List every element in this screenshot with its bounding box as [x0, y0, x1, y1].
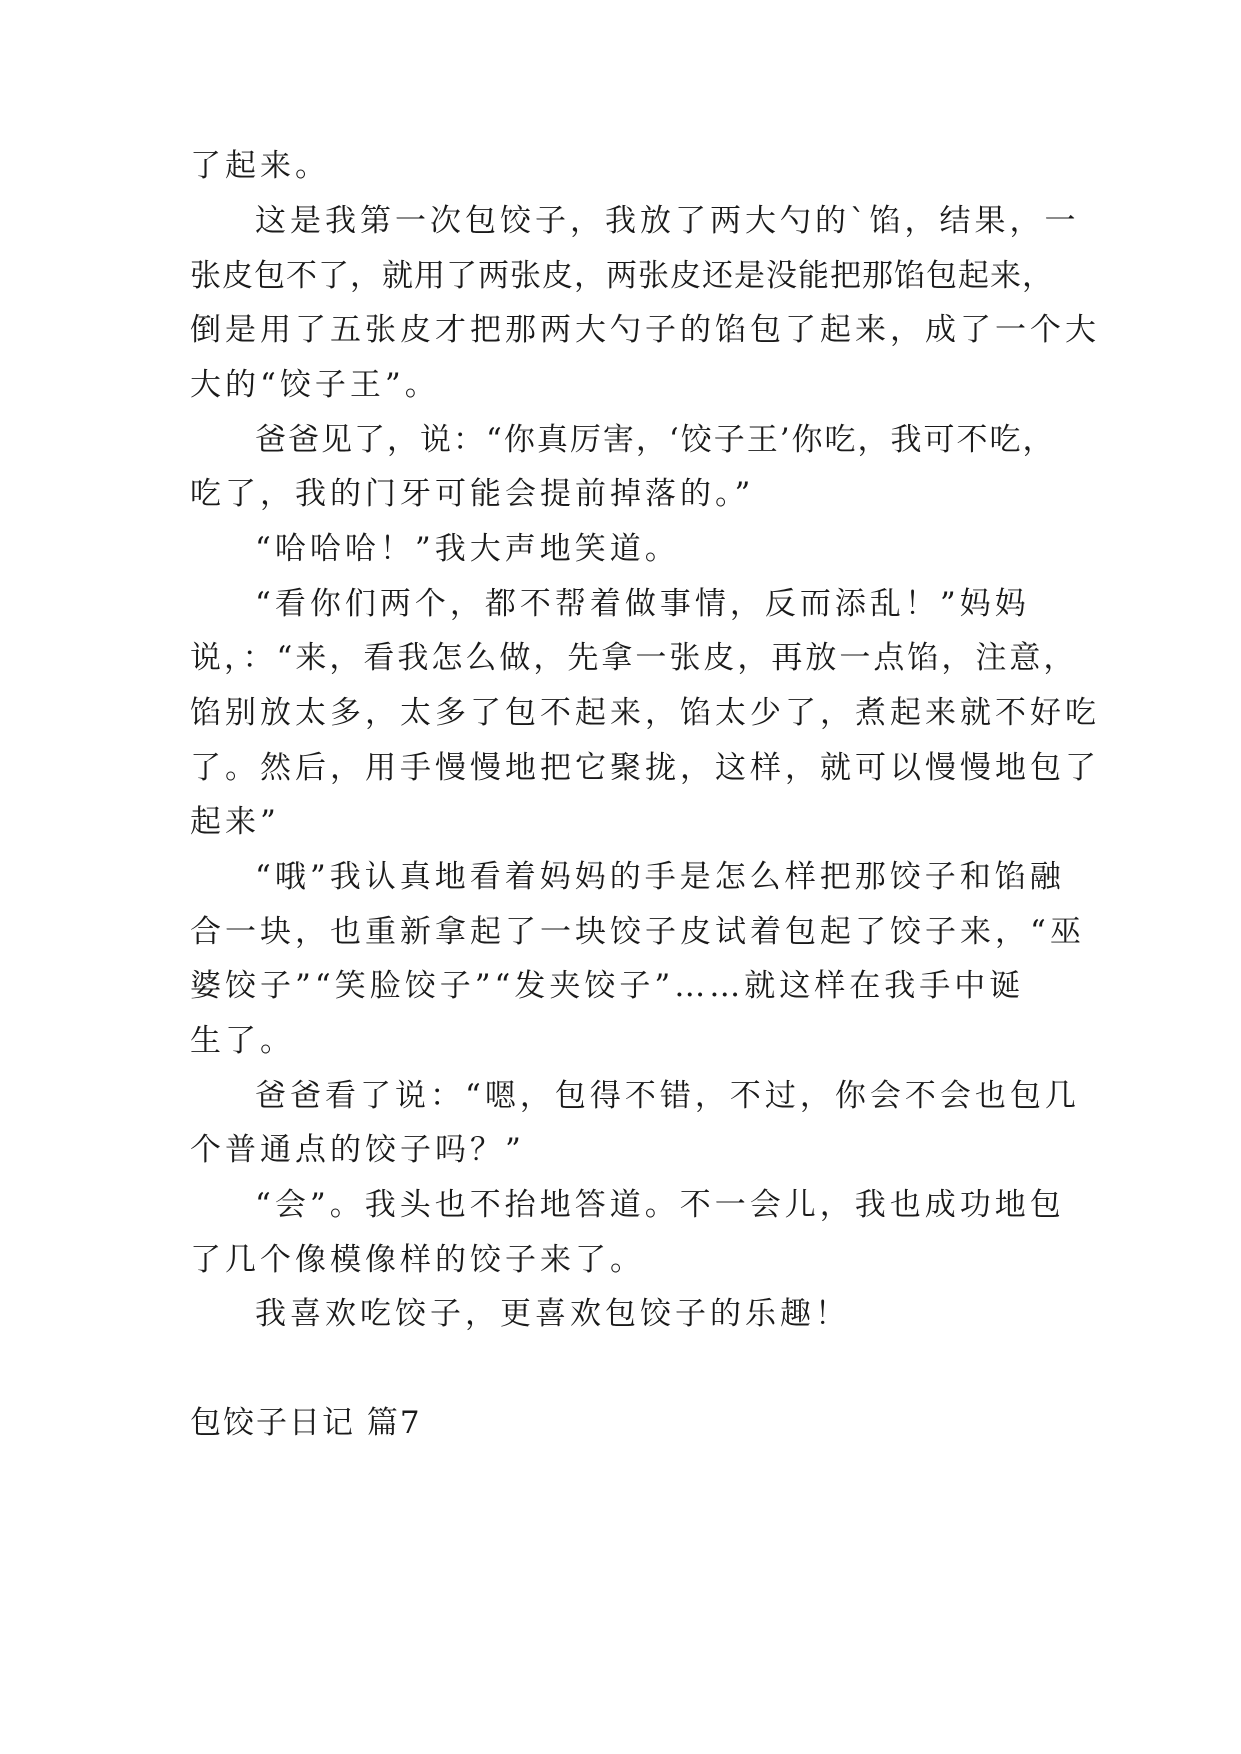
text-line: 合一块，也重新拿起了一块饺子皮试着包起了饺子来，“巫: [190, 914, 1085, 950]
text-line: 我喜欢吃饺子，更喜欢包饺子的乐趣！: [255, 1296, 850, 1332]
text-line: 了几个像模像样的饺子来了。: [190, 1242, 645, 1278]
text-line: “哈哈哈！”我大声地笑道。: [255, 531, 680, 567]
text-line: 大的“饺子王”。: [190, 367, 440, 403]
text-line: 爸爸看了说：“嗯，包得不错，不过，你会不会也包几: [255, 1078, 1080, 1114]
next-section-heading: 包饺子日记 篇7: [190, 1405, 422, 1441]
text-line: 了。然后，用手慢慢地把它聚拢，这样，就可以慢慢地包了: [190, 750, 1100, 786]
text-line: 个普通点的饺子吗？”: [190, 1132, 525, 1168]
text-line: “哦”我认真地看着妈妈的手是怎么样把那饺子和馅融: [255, 859, 1065, 895]
text-line: 馅别放太多，太多了包不起来，馅太少了，煮起来就不好吃: [190, 695, 1100, 731]
text-line: 说，：“来，看我怎么做，先拿一张皮，再放一点馅，注意，: [190, 640, 1078, 676]
text-line: “看你们两个，都不帮着做事情，反而添乱！”妈妈: [255, 586, 1030, 622]
text-line: 吃了，我的门牙可能会提前掉落的。”: [190, 476, 755, 512]
text-line: 生了。: [190, 1023, 295, 1059]
text-line: 起来”: [190, 804, 280, 840]
text-line: 爸爸见了，说：“你真厉害，‘饺子王’你吃，我可不吃，: [255, 422, 1056, 458]
text-line: 这是我第一次包饺子，我放了两大勺的`馅，结果，一: [255, 203, 1080, 239]
text-line: 婆饺子”“笑脸饺子”“发夹饺子”……就这样在我手中诞: [190, 968, 1025, 1004]
text-line: 倒是用了五张皮才把那两大勺子的馅包了起来，成了一个大: [190, 312, 1100, 348]
text-line: 张皮包不了，就用了两张皮，两张皮还是没能把那馅包起来，: [190, 258, 1054, 294]
text-line: 了起来。: [190, 148, 330, 184]
text-line: “会”。我头也不抬地答道。不一会儿，我也成功地包: [255, 1187, 1065, 1223]
